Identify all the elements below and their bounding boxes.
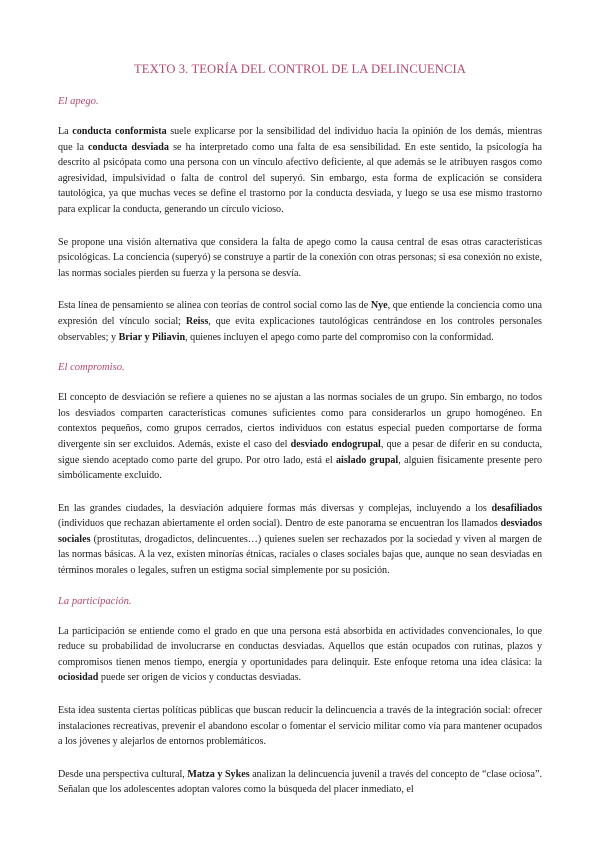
text-run: analizan la delincuencia juvenil a través del concepto de “clase ociosa”. Señalan que los adolescentes adoptan valores como la búsqueda del placer inmediato, el	[58, 768, 542, 796]
paragraph-participacion-1	[58, 624, 542, 686]
bold-term: desviado endogrupal	[290, 438, 381, 450]
text-run: , que evita explicaciones tautológicas centrándose en los controles personales observables; y	[58, 315, 542, 343]
text-run: Esta línea de pensamiento se alinea con teorías de control social como las de	[58, 300, 371, 312]
text-run: Desde una perspectiva cultural,	[58, 768, 188, 780]
text-run: En las grandes ciudades, la desviación adquiere formas más diversas y complejas, incluyendo a los	[58, 502, 492, 514]
bold-term: Matza y Sykes	[187, 768, 250, 780]
bold-term: Nye	[370, 300, 388, 312]
paragraph-apego-2	[58, 235, 542, 282]
text-run: La participación se entiende como el grado en que una persona está absorbida en actividades convencionales, lo que reduce su probabilidad de involucrarse en conductas desviadas. Aquellos que están ocupados con rutinas, plazos y compromisos tienen menos tiempo, energía y oportunidades para delinquir. Este enfoque retoma una idea clásica: la	[58, 625, 542, 668]
bold-term: desviados sociales	[58, 518, 542, 545]
paragraph-participacion-2	[58, 703, 542, 750]
document-title: TEXTO 3. TEORÍA DEL CONTROL DE LA DELINCUENCIA	[133, 62, 466, 76]
text-run: se ha interpretado como una falta de esa sensibilidad. En este sentido, la psicología ha descrito al psicópata como una persona con un vínculo afectivo deficiente, al que además se le atribuyen rasgos como agresividad, impulsividad o falta de control del superyó. Sin embargo, esta forma de explicación se considera tautológica, ya que muchas veces se define el trastorno por la conducta desviada, y luego se usa ese mismo trastorno para explicar la conducta, generando un círculo vicioso.	[58, 141, 542, 215]
paragraph-apego-1	[58, 124, 542, 218]
text-run: , que entiende la conciencia como una expresión del vínculo social;	[58, 300, 542, 327]
bold-term: Reiss	[185, 315, 209, 327]
paragraph-compromiso-1	[58, 390, 542, 484]
bold-term: Briar y Piliavin	[118, 331, 186, 343]
bold-term: conducta desviada	[88, 141, 169, 153]
text-run: suele explicarse por la sensibilidad del individuo hacia la opinión de los demás, mientras que la	[58, 126, 542, 153]
bold-term: aislado grupal	[335, 454, 399, 466]
paragraph-participacion-3	[58, 767, 542, 798]
section-heading-participacion: La participación.	[58, 595, 132, 607]
text-run: , alguien físicamente presente pero simbólicamente excluido.	[58, 454, 542, 482]
text-run: Se propone una visión alternativa que considera la falta de apego como la causa central de esas otras características psicológicas. La conciencia (superyó) se construye a partir de la conexión con otras personas; si esa conexión no existe, las normas sociales pierden su fuerza y la persona se desvía.	[58, 236, 542, 279]
text-run: , quienes incluyen el apego como parte del compromiso con la conformidad.	[185, 331, 494, 343]
text-run: (individuos que rechazan abiertamente el orden social). Dentro de este panorama se encuentran los llamados	[58, 518, 501, 530]
text-run: , que a pesar de diferir en su conducta, sigue siendo aceptado como parte del grupo. Por otro lado, está el	[58, 438, 542, 466]
text-run: (prostitutas, drogadictos, delincuentes…) quienes suelen ser rechazados por la sociedad y viven al margen de las normas básicas. A la vez, existen minorías étnicas, raciales o clases sociales bajas que, aunque no sean desviadas en términos morales o legales, sufren un estigma social simplemente por su posición.	[58, 533, 542, 577]
bold-term: desafiliados	[491, 502, 542, 514]
text-run: El concepto de desviación se refiere a quienes no se ajustan a las normas sociales de un grupo. Sin embargo, no todos los desviados comparten características comunes suficientes como para considerarlos un grupo homogéneo. En contextos pequeños, como grupos cerrados, ciertos individuos con estatus especial pueden comportarse de forma divergente sin ser excluidos. Además, existe el caso del	[58, 392, 542, 450]
text-run: La	[58, 126, 73, 137]
section-heading-apego: El apego.	[58, 96, 99, 107]
bold-term: conducta conformista	[72, 126, 167, 137]
text-run: puede ser origen de vicios y conductas desviadas.	[98, 672, 302, 684]
bold-term: ociosidad	[58, 672, 99, 684]
text-run: Esta idea sustenta ciertas políticas públicas que buscan reducir la delincuencia a través de la integración social: ofrecer instalaciones recreativas, prevenir el abandono escolar o fomentar el servicio militar como vía para mantener ocupados a los jóvenes y alejarlos de entornos problemáticos.	[58, 705, 542, 748]
paragraph-apego-3	[58, 298, 542, 345]
paragraph-compromiso-2	[58, 501, 542, 579]
section-heading-compromiso: El compromiso.	[58, 362, 125, 374]
